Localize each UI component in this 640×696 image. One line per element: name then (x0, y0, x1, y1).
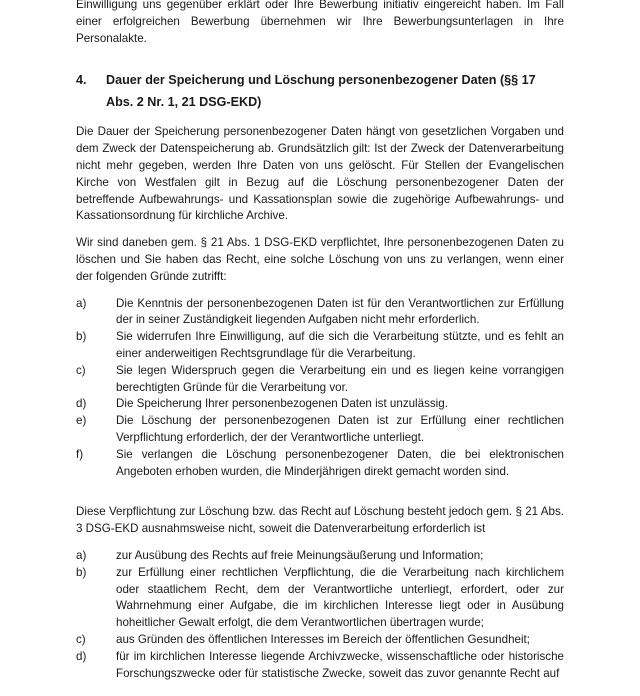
list-item (76, 548, 564, 565)
list-item (76, 396, 564, 413)
document-page (76, 0, 564, 696)
list-item (76, 329, 564, 363)
list-marker: e) (76, 414, 87, 428)
list-item-text: Sie legen Widerspruch gegen die Verarbeitung ein und es liegen keine vorrangigen berechtigten Gründe für die Verarbeitung vor. (116, 363, 564, 394)
list-item-text: für im kirchlichen Interesse liegende Archivzwecke, wissenschaftliche oder historische Forschungszwecke oder für statistische Zwecke, soweit das zuvor genannte Recht auf (116, 649, 564, 680)
spacer (76, 494, 564, 504)
paragraph-storage-duration: Die Dauer der Speicherung personenbezogener Daten hängt von gesetzlichen Vorgaben und dem Zweck der Datenspeicherung ab. Grundsätzlich gilt: Ist der Zweck der Datenverarbeitung nicht mehr gegeben, werden Ihre Daten von uns gelöscht. Für Stellen der Evangelischen Kirche von Westfalen gilt in Bezug auf die Löschung personenbezogener Daten der betreffende Aufbewahrungs- und Kassationsplan sowie die zugehörige Aufbewahrungs- und Kassationsordnung für kirchliche Archive. (76, 125, 564, 223)
list-marker: f) (76, 447, 84, 461)
list-item-text: Sie verlangen die Löschung personenbezogener Daten, die bei elektronischen Angeboten erhoben wurden, die Minderjährigen direkt gemacht worden sind. (116, 447, 564, 478)
list-item-text: Die Speicherung Ihrer personenbezogenen Daten ist unzulässig. (116, 397, 448, 411)
list-marker: d) (76, 397, 87, 411)
list-item-text: aus Gründen des öffentlichen Interesses im Bereich der öffentlichen Gesundheit; (116, 632, 530, 646)
list-item (76, 413, 564, 447)
list-marker: b) (76, 330, 87, 344)
list-item (76, 447, 564, 481)
list-item-text: zur Erfüllung einer rechtlichen Verpflichtung, die die Verarbeitung nach kirchlichem oder staatlichem Recht, dem der Verantwortliche unterliegt, erfordert, oder zur Wahrnehmung einer Aufgabe, die im kirchlichen Interesse liegt oder in Ausübung hoheitlicher Gewalt erfolgt, die dem Verantwortlichen übertragen wurde; (116, 565, 564, 630)
exceptions-list (76, 548, 564, 682)
section-heading (76, 69, 564, 113)
list-marker: a) (76, 296, 87, 310)
list-item-text: Die Kenntnis der personenbezogenen Daten ist für den Verantwortlichen zur Erfüllung der in seiner Zuständigkeit liegenden Aufgaben nicht mehr erforderlich. (116, 296, 564, 327)
list-marker: d) (76, 649, 87, 663)
list-marker: a) (76, 548, 87, 562)
list-item (76, 296, 564, 330)
section-title: Dauer der Speicherung und Löschung personenbezogener Daten (§§ 17 Abs. 2 Nr. 1, 21 DSG-EKD) (106, 73, 536, 110)
list-item (76, 632, 564, 649)
list-marker: b) (76, 565, 87, 579)
list-item (76, 565, 564, 632)
list-item-text: Sie widerrufen Ihre Einwilligung, auf die sich die Verarbeitung stützte, und es fehlt an einer anderweitigen Rechtsgrundlage für die Verarbeitung. (116, 330, 564, 360)
deletion-reasons-list (76, 296, 564, 481)
list-item (76, 363, 564, 397)
list-item (76, 649, 564, 683)
section-number: 4. (76, 73, 87, 88)
intro-paragraph: Einwilligung uns gegenüber erklärt oder Ihre Bewerbung initiativ eingereicht haben. Im Fall einer erfolgreichen Bewerbung übernehmen wir Ihre Bewerbungsunterlagen in Ihre Personalakte. (76, 0, 564, 45)
list-marker: c) (76, 632, 86, 646)
list-item-text: Die Löschung der personenbezogenen Daten ist zur Erfüllung einer rechtlichen Verpflichtung erforderlich, der der Verantwortliche unterliegt. (116, 414, 564, 444)
list-item-text: zur Ausübung des Rechts auf freie Meinungsäußerung und Information; (116, 548, 484, 562)
paragraph-exceptions: Diese Verpflichtung zur Löschung bzw. das Recht auf Löschung besteht jedoch gem. § 21 Abs. 3 DSG-EKD ausnahmsweise nicht, soweit die Datenverarbeitung erforderlich ist (76, 505, 564, 536)
list-marker: c) (76, 363, 86, 377)
paragraph-deletion-obligation: Wir sind daneben gem. § 21 Abs. 1 DSG-EKD verpflichtet, Ihre personenbezogenen Daten zu löschen und Sie haben das Recht, eine solche Löschung von uns zu verlangen, wenn einer der folgenden Gründe zutrifft: (76, 236, 564, 283)
